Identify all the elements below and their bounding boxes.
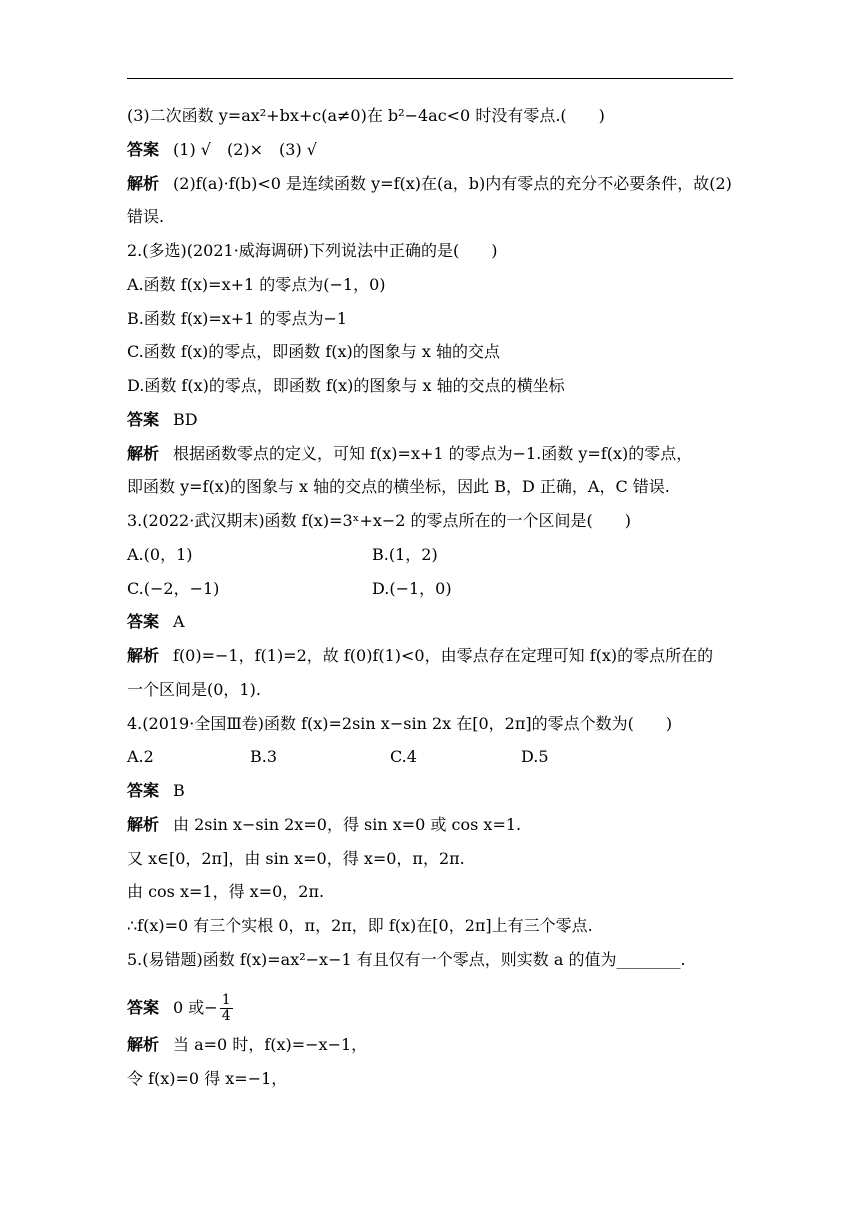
answer-line [127, 612, 737, 632]
option-a: A.函数 f(x)=x+1 的零点为(−1，0) [127, 275, 386, 294]
explanation-continued: 令 f(x)=0 得 x=−1， [127, 1069, 288, 1088]
explanation-text: f(0)=−1，f(1)=2，故 f(0)f(1)<0，由零点存在定理可知 f(x)的零点所在的 [173, 646, 714, 665]
answer-line [127, 781, 737, 801]
answer-value: B [173, 781, 185, 800]
fraction [220, 993, 233, 1024]
answer-line [127, 410, 737, 430]
explanation-label: 解析 [127, 1035, 160, 1054]
explanation-label: 解析 [127, 815, 160, 834]
explanation-label: 解析 [127, 444, 160, 463]
problem-4-statement: 4.(2019·全国Ⅲ卷)函数 f(x)=2sin x−sin 2x 在[0，2π]的零点个数为( ) [127, 714, 673, 733]
option-c: C.函数 f(x)的零点，即函数 f(x)的图象与 x 轴的交点 [127, 342, 500, 361]
answer-label: 答案 [127, 781, 160, 800]
explanation-line [127, 174, 737, 194]
explanation-continued: 一个区间是(0，1). [127, 680, 261, 699]
explanation-text: (2)f(a)·f(b)<0 是连续函数 y=f(x)在(a，b)内有零点的充分不必要条件，故(2) [173, 174, 732, 193]
header-rule [127, 78, 733, 79]
fraction-denominator: 4 [221, 1008, 231, 1024]
answer-value: (1) √ (2)× (3) √ [173, 140, 317, 159]
option-c: C.(−2，−1) [127, 579, 220, 598]
fraction-numerator: 1 [221, 992, 231, 1008]
question-3-statement: (3)二次函数 y=ax²+bx+c(a≠0)在 b²−4ac<0 时没有零点.( ) [127, 106, 605, 125]
explanation-line [127, 1035, 737, 1055]
option-b: B.函数 f(x)=x+1 的零点为−1 [127, 309, 348, 328]
option-a: A.2 [127, 747, 154, 766]
answer-value: 0 或− [173, 998, 218, 1017]
option-b: B.3 [250, 747, 278, 766]
option-d: D.(−1，0) [372, 579, 452, 598]
explanation-continued: 由 cos x=1，得 x=0，2π. [127, 882, 325, 901]
option-d: D.5 [521, 747, 549, 766]
explanation-line [127, 815, 737, 835]
answer-line [127, 140, 737, 160]
explanation-line [127, 444, 737, 464]
answer-label: 答案 [127, 612, 160, 631]
option-a: A.(0，1) [127, 545, 193, 564]
option-d: D.函数 f(x)的零点，即函数 f(x)的图象与 x 轴的交点的横坐标 [127, 376, 565, 395]
answer-label: 答案 [127, 998, 160, 1017]
explanation-continued: 又 x∈[0，2π]，由 sin x=0，得 x=0，π，2π. [127, 849, 465, 868]
explanation-continued: 即函数 y=f(x)的图象与 x 轴的交点的横坐标，因此 B，D 正确，A，C 错误. [127, 477, 670, 496]
explanation-conclusion: ∴f(x)=0 有三个实根 0，π，2π，即 f(x)在[0，2π]上有三个零点. [127, 916, 593, 935]
problem-3-statement: 3.(2022·武汉期末)函数 f(x)=3ˣ+x−2 的零点所在的一个区间是( ) [127, 511, 632, 530]
explanation-text: 根据函数零点的定义，可知 f(x)=x+1 的零点为−1.函数 y=f(x)的零点， [173, 444, 693, 463]
explanation-text: 当 a=0 时，f(x)=−x−1， [173, 1035, 368, 1054]
explanation-line [127, 646, 737, 666]
answer-line [127, 990, 737, 1026]
problem-5-statement: 5.(易错题)函数 f(x)=ax²−x−1 有且仅有一个零点，则实数 a 的值为________. [127, 950, 686, 969]
explanation-text: 由 2sin x−sin 2x=0，得 sin x=0 或 cos x=1. [173, 815, 522, 834]
answer-value: A [173, 612, 185, 631]
answer-value: BD [173, 410, 198, 429]
explanation-label: 解析 [127, 646, 160, 665]
option-b: B.(1，2) [372, 545, 438, 564]
problem-2-statement: 2.(多选)(2021·威海调研)下列说法中正确的是( ) [127, 241, 498, 260]
option-c: C.4 [390, 747, 417, 766]
explanation-continued: 错误. [127, 207, 165, 226]
answer-label: 答案 [127, 140, 160, 159]
answer-label: 答案 [127, 410, 160, 429]
explanation-label: 解析 [127, 174, 160, 193]
